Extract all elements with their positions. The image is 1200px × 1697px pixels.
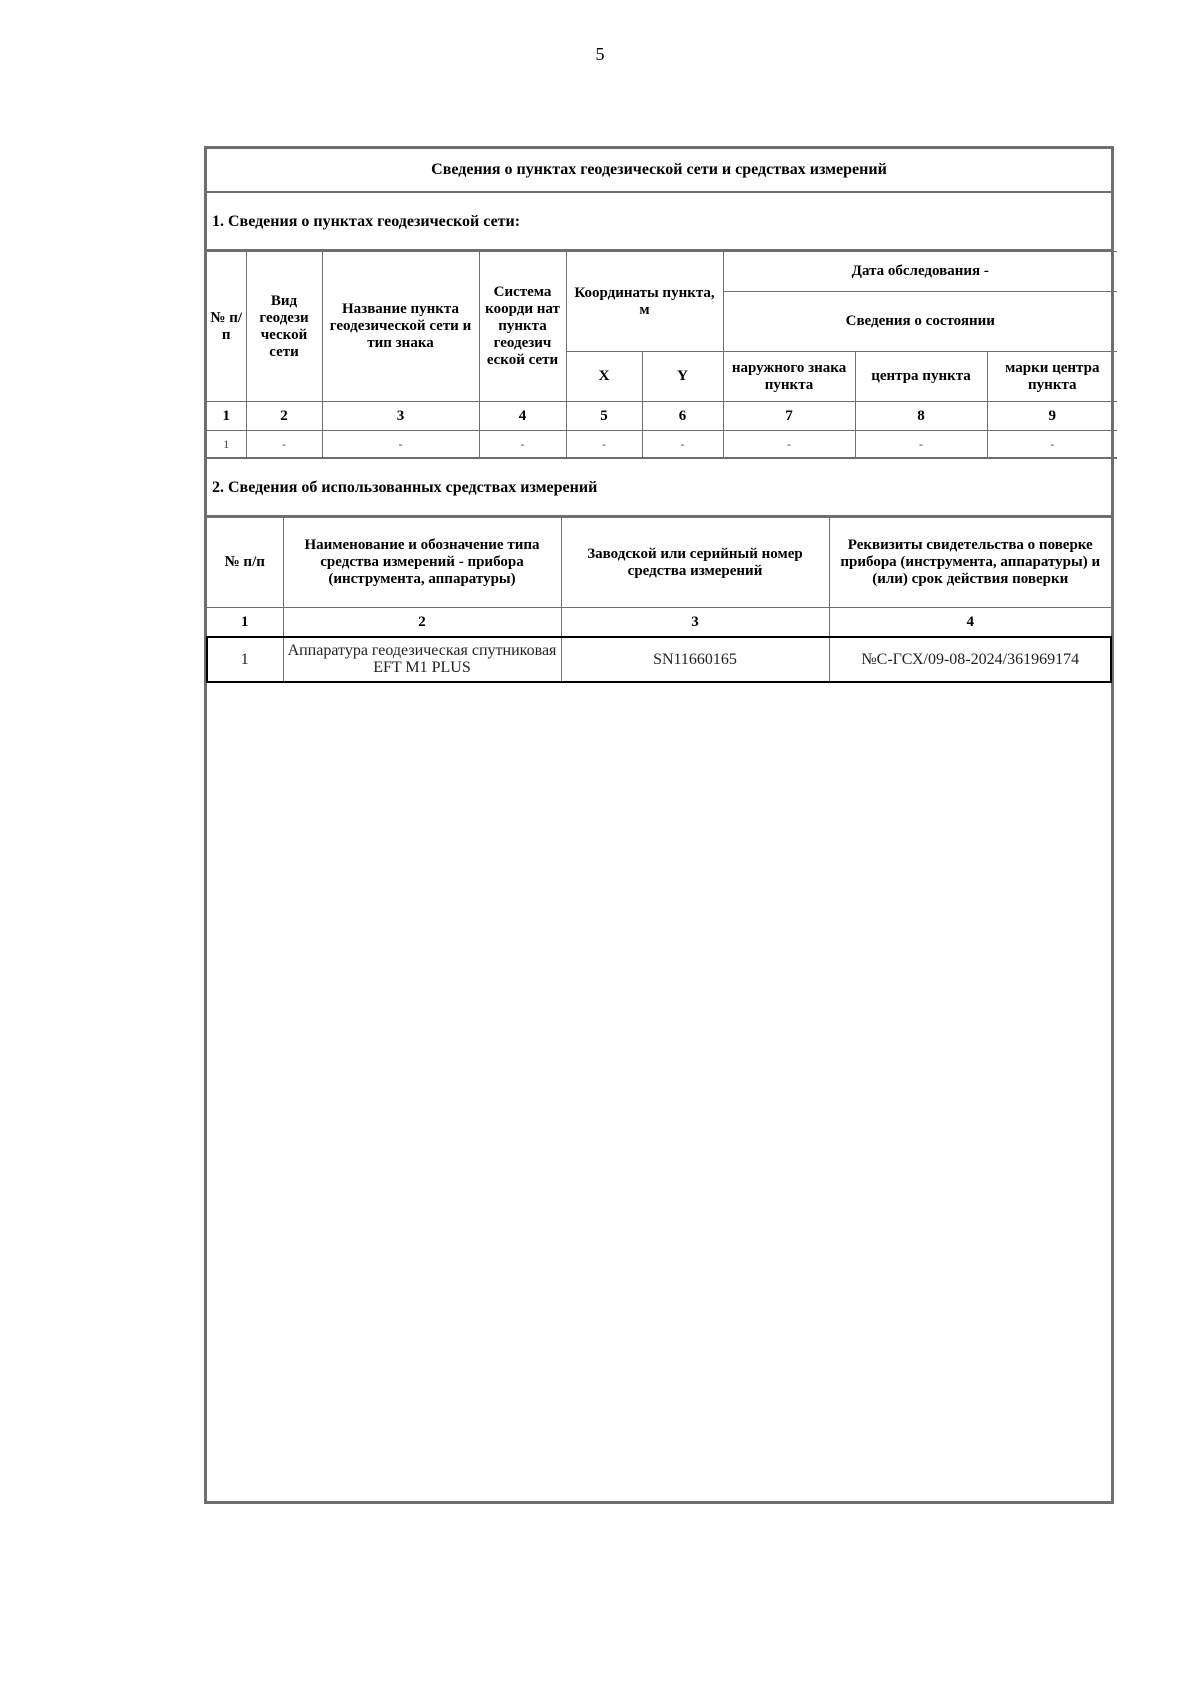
header-cert: Реквизиты свидетельства о поверке прибора (инструмента, аппаратуры) и (или) срок действия поверки: [829, 518, 1111, 608]
table-cell: -: [479, 431, 566, 459]
table-cell: №С-ГСХ/09-08-2024/361969174: [829, 637, 1111, 682]
table-cell: -: [855, 431, 987, 459]
column-number: 1: [207, 402, 246, 431]
table-row: [207, 431, 1117, 459]
column-number: 7: [723, 402, 855, 431]
column-number: 6: [642, 402, 723, 431]
column-numbers-row: [207, 608, 1111, 637]
column-number: 2: [246, 402, 322, 431]
column-numbers-row: [207, 402, 1117, 431]
table-cell: -: [322, 431, 479, 459]
column-number: 2: [283, 608, 561, 637]
header-num: № п/п: [207, 252, 246, 402]
instruments-table: [207, 517, 1111, 682]
table-cell: -: [566, 431, 642, 459]
header-coords: Координаты пункта, м: [566, 252, 723, 352]
column-number: 1: [207, 608, 283, 637]
header-mark: марки центра пункта: [987, 352, 1117, 402]
column-number: 4: [479, 402, 566, 431]
table-cell: SN11660165: [561, 637, 829, 682]
header-y: Y: [642, 352, 723, 402]
section2-caption: 2. Сведения об использованных средствах измерений: [207, 459, 1111, 517]
header-name: Название пункта геодезической сети и тип знака: [322, 252, 479, 402]
header-outer: наружного знака пункта: [723, 352, 855, 402]
column-number: 5: [566, 402, 642, 431]
page-number: 5: [595, 44, 605, 64]
document-frame: [204, 146, 1114, 1504]
table-cell: -: [987, 431, 1117, 459]
column-number: 4: [829, 608, 1111, 637]
table-cell: Аппаратура геодезическая спутниковая EFT M1 PLUS: [283, 637, 561, 682]
header-x: X: [566, 352, 642, 402]
table-cell: -: [246, 431, 322, 459]
header-center: центра пункта: [855, 352, 987, 402]
table-row: [207, 637, 1111, 682]
document-title: Сведения о пунктах геодезической сети и средствах измерений: [207, 149, 1111, 193]
table-cell: 1: [207, 431, 246, 459]
header-name: Наименование и обозначение типа средства измерений - прибора (инструмента, аппаратуры): [283, 518, 561, 608]
column-number: 8: [855, 402, 987, 431]
header-state: Сведения о состоянии: [723, 292, 1117, 352]
geodetic-points-table: [207, 251, 1117, 459]
header-date: Дата обследования -: [723, 252, 1117, 292]
header-num: № п/п: [207, 518, 283, 608]
table-cell: -: [723, 431, 855, 459]
section1-caption: 1. Сведения о пунктах геодезической сети:: [207, 193, 1111, 251]
header-serial: Заводской или серийный номер средства измерений: [561, 518, 829, 608]
column-number: 3: [561, 608, 829, 637]
table-cell: -: [642, 431, 723, 459]
header-kind: Вид геодези ческой сети: [246, 252, 322, 402]
header-system: Система коорди нат пункта геодезич еской сети: [479, 252, 566, 402]
column-number: 9: [987, 402, 1117, 431]
column-number: 3: [322, 402, 479, 431]
table-cell: 1: [207, 637, 283, 682]
